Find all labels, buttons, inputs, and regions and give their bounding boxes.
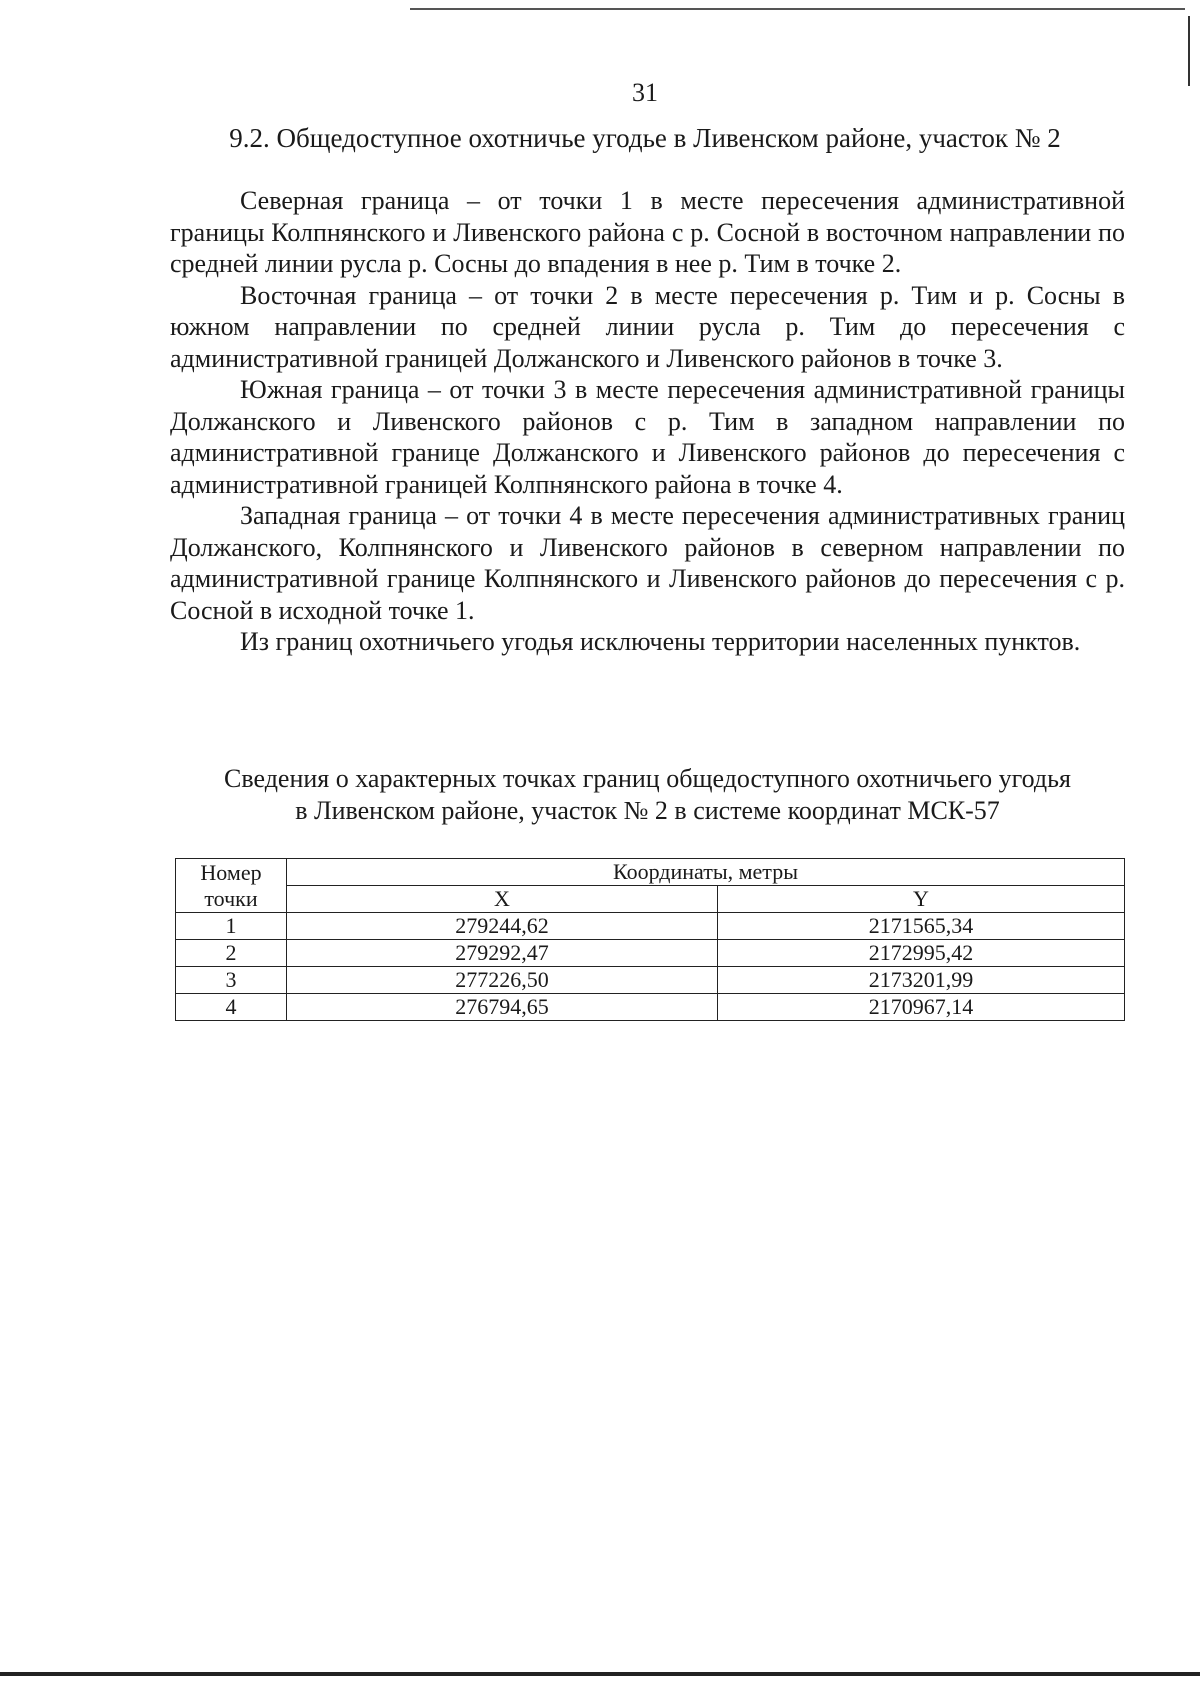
paragraph-east-border: Восточная граница – от точки 2 в месте пересечения р. Тим и р. Сосны в южном направлении по средней линии русла р. Тим до пересечения с административной границей Должанского и Ливенского районов в точке 3. <box>170 280 1125 373</box>
paragraph-exclusions: Из границ охотничьего угодья исключены территории населенных пунктов. <box>240 627 1081 656</box>
cell-y: 2170967,14 <box>718 994 1125 1021</box>
cell-x: 276794,65 <box>287 994 718 1021</box>
table-header-row <box>176 859 1125 886</box>
header-coordinates: Координаты, метры <box>287 859 1125 886</box>
table-row <box>176 967 1125 994</box>
cell-y: 2171565,34 <box>718 913 1125 940</box>
paragraph-north-border: Северная граница – от точки 1 в месте пересечения административной границы Колпнянского и Ливенского района с р. Сосной в восточном направлении по средней линии русла р. Сосны до впадения в нее р. Тим в точке 2. <box>170 186 1125 278</box>
table-caption-line-2: в Ливенском районе, участок № 2 в системе координат МСК-57 <box>295 796 1000 825</box>
table-caption <box>170 763 1125 827</box>
cell-x: 277226,50 <box>287 967 718 994</box>
cell-point: 4 <box>176 994 287 1021</box>
cell-y: 2173201,99 <box>718 967 1125 994</box>
cell-point: 2 <box>176 940 287 967</box>
page-number: 31 <box>632 78 658 107</box>
section-title: 9.2. Общедоступное охотничье угодье в Ливенском районе, участок № 2 <box>229 123 1061 153</box>
header-point-number <box>176 859 287 913</box>
header-point-line-2: точки <box>204 885 258 911</box>
header-point-line-1: Номер <box>200 859 262 885</box>
cell-y: 2172995,42 <box>718 940 1125 967</box>
table-subheader-row <box>176 886 1125 913</box>
header-y: Y <box>718 886 1125 913</box>
cell-point: 1 <box>176 913 287 940</box>
cell-point: 3 <box>176 967 287 994</box>
body-text <box>170 185 1125 658</box>
cell-x: 279244,62 <box>287 913 718 940</box>
scan-edge-top <box>410 8 1185 10</box>
cell-x: 279292,47 <box>287 940 718 967</box>
coordinates-table <box>175 858 1125 1021</box>
scan-edge-bottom <box>0 1672 1200 1676</box>
scan-edge-right <box>1188 16 1190 86</box>
table-row <box>176 994 1125 1021</box>
table-caption-line-1: Сведения о характерных точках границ общедоступного охотничьего угодья <box>224 764 1071 793</box>
header-x: X <box>287 886 718 913</box>
table-row <box>176 913 1125 940</box>
table-row <box>176 940 1125 967</box>
paragraph-west-border: Западная граница – от точки 4 в месте пересечения административных границ Должанского, Колпнянского и Ливенского районов в северном направлении по административной границе Колпнянского и Ливенского районов до пересечения с р. Сосной в исходной точке 1. <box>170 501 1125 625</box>
paragraph-south-border: Южная граница – от точки 3 в месте пересечения административной границы Должанского и Ливенского районов с р. Тим в западном направлении по административной границе Должанского и Ливенского районов до пересечения с административной границей Колпнянского района в точке 4. <box>170 375 1125 499</box>
